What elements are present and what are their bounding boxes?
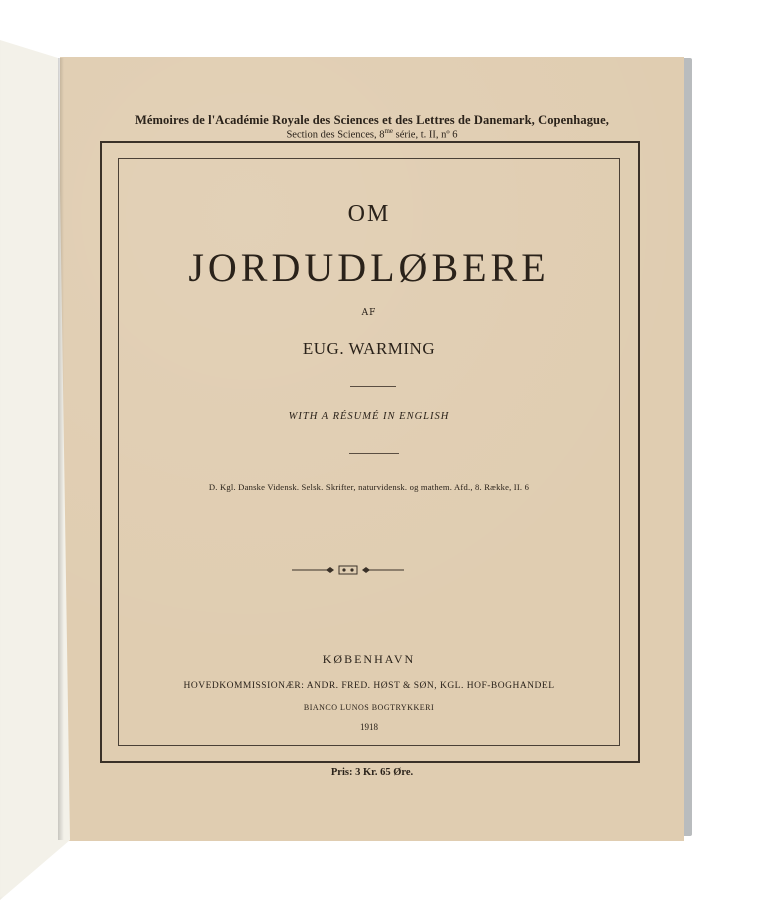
fleuron-ornament-icon xyxy=(292,560,404,580)
imprint-year: 1918 xyxy=(360,722,378,732)
title-om: OM xyxy=(347,201,391,227)
series-section: Section des Sciences, 8 xyxy=(286,129,385,141)
divider-rule xyxy=(349,453,399,454)
divider-rule xyxy=(350,386,396,387)
title-page xyxy=(60,57,684,841)
series-header: Mémoires de l'Académie Royale des Sciences et des Lettres de Danemark, Copenhague, xyxy=(135,113,609,127)
gutter-shadow xyxy=(58,58,64,840)
imprint-printer: BIANCO LUNOS BOGTRYKKERI xyxy=(303,703,435,712)
series-superscript: me xyxy=(384,127,394,135)
price-line: Pris: 3 Kr. 65 Øre. xyxy=(330,767,414,778)
series-reference: D. Kgl. Danske Vidensk. Selsk. Skrifter, naturvidensk. og mathem. Afd., 8. Række, II. 6 xyxy=(208,482,530,492)
series-volume: série, t. II, nº 6 xyxy=(393,129,458,141)
byline-af: AF xyxy=(361,308,377,318)
page-title: JORDUDLØBERE xyxy=(188,245,550,290)
author-name: EUG. WARMING xyxy=(302,339,436,358)
resume-note: WITH A RÉSUMÉ IN ENGLISH xyxy=(288,411,450,422)
series-subheader xyxy=(60,127,684,141)
imprint-publisher: HOVEDKOMMISSIONÆR: ANDR. FRED. HØST & SØN, KGL. HOF-BOGHANDEL xyxy=(183,681,555,691)
imprint-city: KØBENHAVN xyxy=(322,652,416,666)
